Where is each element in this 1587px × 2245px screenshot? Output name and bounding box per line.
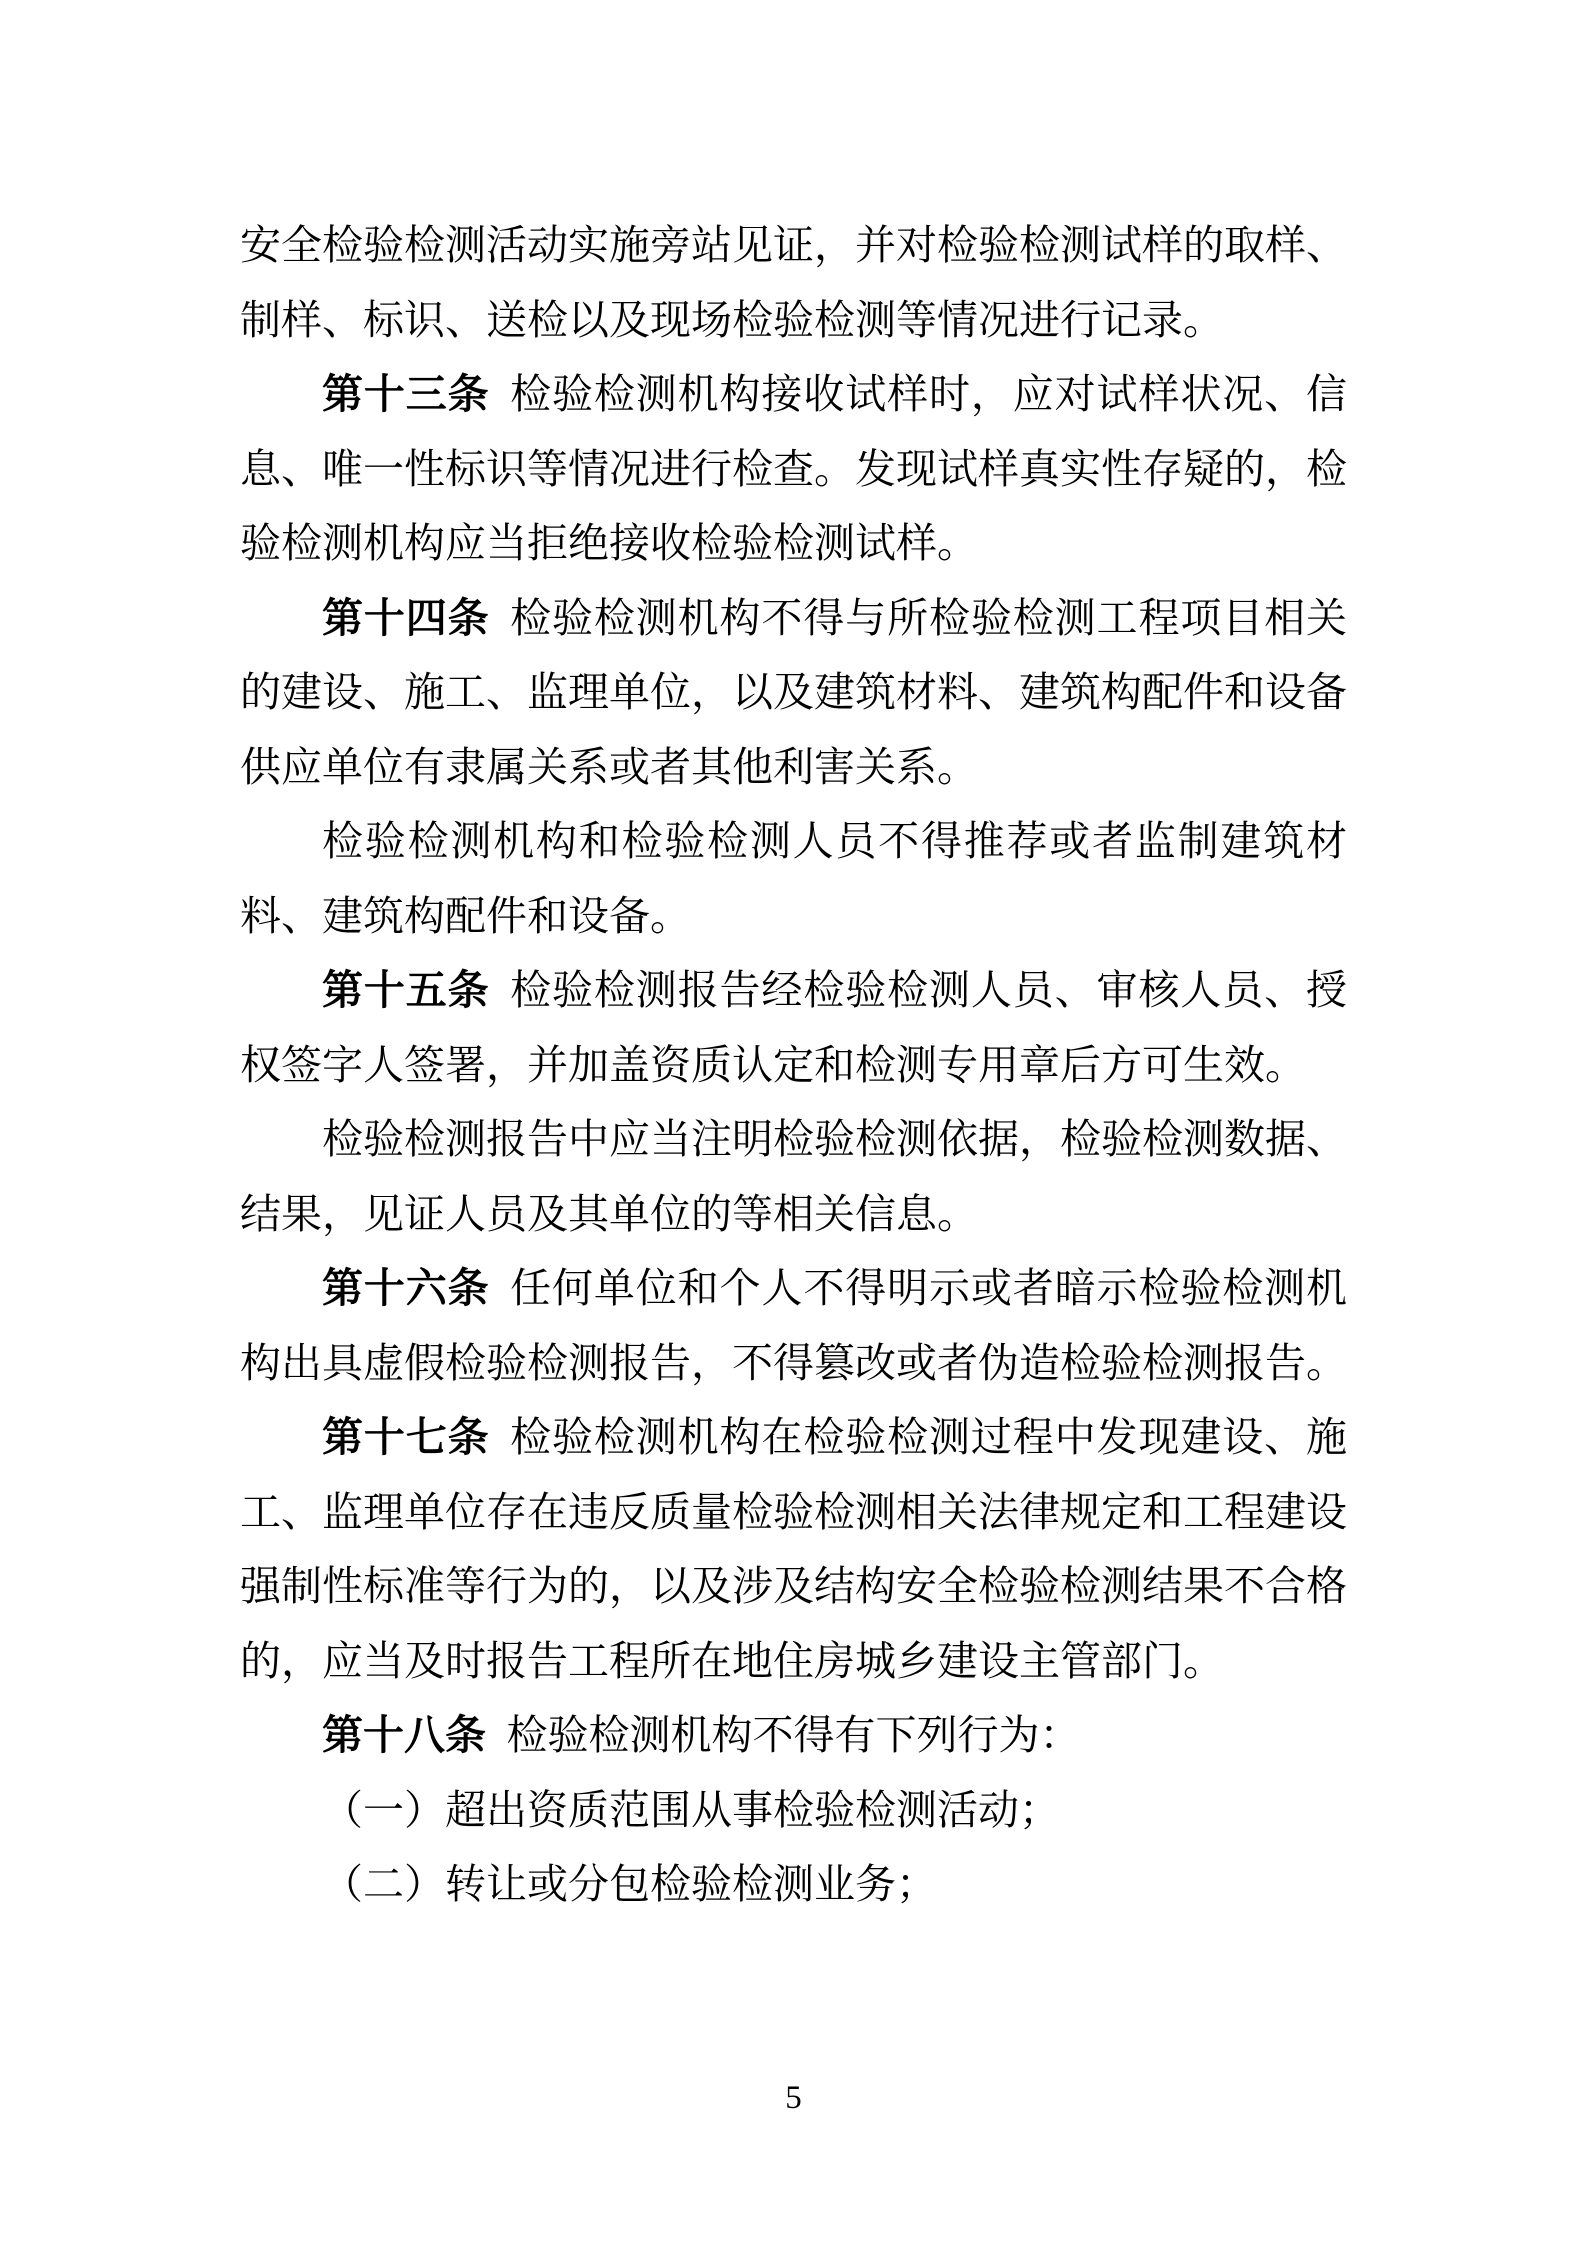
body-paragraph (240, 804, 1347, 953)
article-number: 第十三条 (322, 371, 490, 417)
article-number: 第十八条 (322, 1712, 486, 1758)
paragraph-text: 检验检测报告中应当注明检验检测依据，检验检测数据、结果，见证人员及其单位的等相关信息。 (240, 1116, 1347, 1237)
article-paragraph (240, 1251, 1347, 1400)
document-body (240, 208, 1347, 1922)
article-number: 第十四条 (322, 594, 490, 641)
article-number: 第十六条 (322, 1265, 490, 1311)
paragraph-text: （一）超出资质范围从事检验检测活动； (322, 1786, 1060, 1833)
body-paragraph (240, 1773, 1347, 1848)
paragraph-text: 检验检测机构接收试样时，应对试样状况、信息、唯一性标识等情况进行检查。发现试样真实性存疑的，检验检测机构应当拒绝接收检验检测试样。 (240, 371, 1348, 566)
body-paragraph (240, 1847, 1347, 1922)
paragraph-text: （二）转让或分包检验检测业务； (322, 1861, 937, 1907)
article-paragraph (240, 1400, 1347, 1698)
paragraph-text: 检验检测报告经检验检测人员、审核人员、授权签字人签署，并加盖资质认定和检测专用章后方可生效。 (240, 967, 1348, 1088)
article-number: 第十五条 (322, 967, 490, 1013)
article-paragraph (240, 953, 1347, 1102)
article-paragraph (240, 1698, 1347, 1773)
page-number: 5 (785, 2080, 802, 2116)
paragraph-text: 检验检测机构和检验检测人员不得推荐或者监制建筑材料、建筑构配件和设备。 (240, 818, 1347, 939)
article-number: 第十七条 (322, 1414, 490, 1460)
paragraph-text: 任何单位和个人不得明示或者暗示检验检测机构出具虚假检验检测报告，不得篡改或者伪造检验检测报告。 (240, 1265, 1348, 1386)
body-paragraph (240, 1102, 1347, 1251)
paragraph-text: 检验检测机构不得与所检验检测工程项目相关的建设、施工、监理单位，以及建筑材料、建筑构配件和设备供应单位有隶属关系或者其他利害关系。 (240, 594, 1348, 790)
paragraph-text: 检验检测机构不得有下列行为： (506, 1712, 1081, 1758)
article-paragraph (240, 357, 1347, 581)
paragraph-text: 安全检验检测活动实施旁站见证，并对检验检测试样的取样、制样、标识、送检以及现场检验检测等情况进行记录。 (240, 222, 1347, 343)
article-paragraph (240, 581, 1347, 805)
paragraph-text: 检验检测机构在检验检测过程中发现建设、施工、监理单位存在违反质量检验检测相关法律规定和工程建设强制性标准等行为的，以及涉及结构安全检验检测结果不合格的，应当及时报告工程所在地住房城乡建设主管部门。 (240, 1414, 1348, 1684)
body-paragraph (240, 208, 1347, 357)
